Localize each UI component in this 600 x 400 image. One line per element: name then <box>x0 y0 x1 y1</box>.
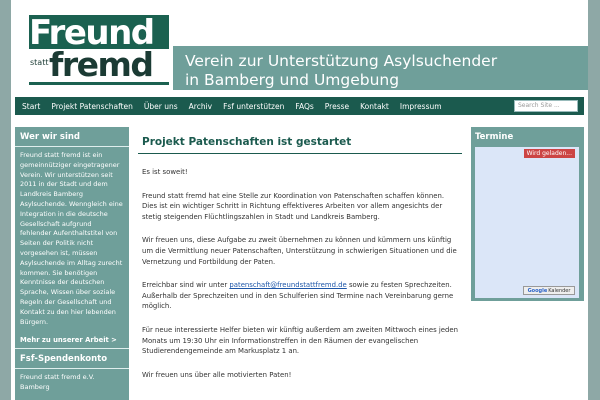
nav-item-fsf-unterstuetzen[interactable]: Fsf unterstützen <box>223 101 285 111</box>
sidebar-about-text: Freund statt fremd ist ein gemeinnütziger eingetragener Verein. Wir unterstützen seit 2011 in der Stadt und dem Landkreis Bamberg Asylsuchende. Wenngleich eine Integration in die deutsche Gesellschaft aufgrund fehlender Aufenthaltstitel von Seiten der Politik nicht vorgesehen ist, müssen Asylsuchende im Alltag zurecht kommen. Sie benötigen Kenntnisse der deutschen Sprache, Wissen über soziale Regeln der Gesellschaft und Kontakt zu den hier lebenden Bürgern. <box>20 151 123 326</box>
post-paragraph-2: Freund statt fremd hat eine Stelle zur Koordination von Patenschaften schaffen können. Dies ist ein wichtiger Schritt in Richtung effektiveres Arbeiten vor allem angesichts der stetig steigenden Flüchtlingszahlen in Stadt und Landkreis Bamberg. <box>142 191 445 221</box>
nav-item-faqs[interactable]: FAQs <box>295 101 314 111</box>
search-input[interactable]: Search Site ... <box>514 100 578 112</box>
logo-freund-text: Freund <box>29 13 154 53</box>
paragraph-4-rest: sowie zu festen Sprechzeiten. Außerhalb der Sprechzeiten und in den Schulferien sind Termine nach Vereinbarung gerne möglich. <box>142 281 454 311</box>
main-content <box>138 127 462 400</box>
nav-item-kontakt[interactable]: Kontakt <box>360 101 389 111</box>
nav-item-presse[interactable]: Presse <box>324 101 350 111</box>
logo-statt-text: statt <box>30 58 49 67</box>
nav-item-projekt-patenschaften[interactable]: Projekt Patenschaften <box>51 101 133 111</box>
termine-heading: Termine <box>475 132 514 142</box>
sidebar-heading-spendenkonto: Fsf-Spendenkonto <box>15 349 129 369</box>
google-calendar-label: Kalender <box>548 287 571 294</box>
site-title <box>185 52 497 90</box>
paragraph-4-intro: Erreichbar sind wir unter <box>142 281 230 290</box>
sidebar-account-line2: Bamberg <box>20 383 50 392</box>
sidebar-heading-wer-wir-sind: Wer wir sind <box>15 127 129 147</box>
nav-item-archiv[interactable]: Archiv <box>188 101 213 111</box>
google-calendar-button[interactable] <box>523 286 575 295</box>
site-title-line1: Verein zur Unterstützung Asylsuchender <box>185 52 498 70</box>
page <box>11 0 588 400</box>
nav-item-ueber-uns[interactable]: Über uns <box>143 101 178 111</box>
post-paragraph-6: Wir freuen uns über alle motivierten Paten! <box>142 370 292 379</box>
site-title-line2: in Bamberg und Umgebung <box>185 71 400 89</box>
post-paragraph-1: Es ist soweit! <box>142 168 188 176</box>
right-sidebar <box>471 127 584 301</box>
nav-item-start[interactable]: Start <box>22 101 41 111</box>
left-sidebar <box>15 127 129 400</box>
logo-fremd-text: fremd <box>49 45 153 84</box>
calendar-embed[interactable] <box>475 147 579 298</box>
post-title[interactable]: Projekt Patenschaften ist gestartet <box>138 127 462 154</box>
post-paragraph-5: Für neue interessierte Helfer bieten wir künftig außerdem am zweiten Mittwoch eines jeden Monats um 19:30 Uhr ein Informationstreffen in den Räumen der evangelischen Studierendengemeinde am Markusplatz 1 an. <box>142 325 459 356</box>
post-paragraph-3: Wir freuen uns, diese Aufgabe zu zweit übernehmen zu können und kümmern uns künftig um die Vermittlung neuer Patenschaften, Unterstützung in schwierigen Situationen und die Vernetzung und Fortbildung der Paten. <box>142 236 457 266</box>
more-about-link[interactable]: Mehr zu unserer Arbeit > <box>15 327 129 349</box>
loading-indicator: Wird geladen... <box>524 149 575 158</box>
sidebar-account-line1: Freund statt fremd e.V. <box>20 373 95 382</box>
main-nav <box>15 97 584 115</box>
nav-item-impressum[interactable]: Impressum <box>399 101 442 111</box>
post-paragraph-4 <box>142 280 458 312</box>
email-link[interactable]: patenschaft@freundstattfremd.de <box>229 281 347 290</box>
logo[interactable] <box>29 15 169 85</box>
google-logo-icon: Google <box>527 287 548 294</box>
